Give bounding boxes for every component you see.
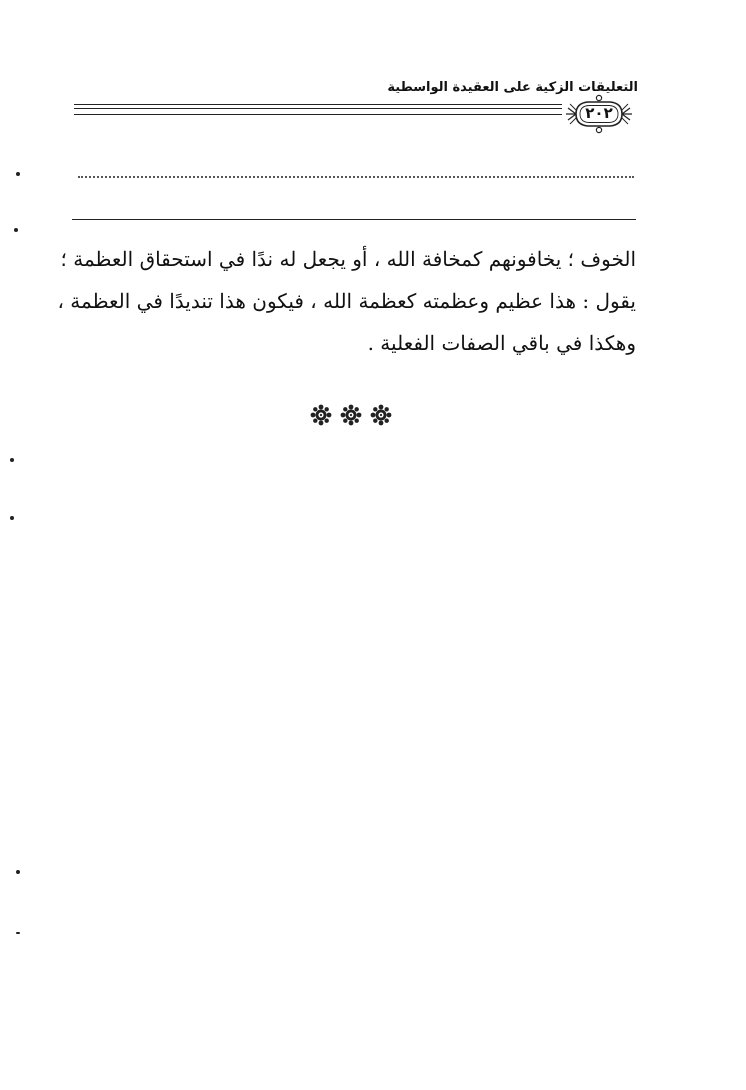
- body-line-3: وهكذا في باقي الصفات الفعلية .: [367, 331, 636, 355]
- scan-speck: [16, 172, 20, 176]
- rosette-icon: [340, 404, 362, 426]
- header-rule-middle: [74, 108, 562, 109]
- scan-speck: [16, 932, 20, 934]
- section-end-ornaments: [306, 404, 396, 428]
- scan-speck: [10, 516, 14, 520]
- body-text: [57, 238, 636, 364]
- running-title: التعليقات الزكية على العقيدة الواسطية: [387, 80, 638, 95]
- body-line-2: يقول : هذا عظيم وعظمته كعظمة الله ، فيكون هذا تنديدًا في العظمة ،: [57, 289, 636, 313]
- header-rule-top: [74, 104, 562, 105]
- section-rule: [72, 219, 636, 220]
- header-rule-bottom: [74, 114, 562, 115]
- rosette-icon: [310, 404, 332, 426]
- page-number-badge: [562, 94, 636, 134]
- scan-speck: [16, 870, 20, 874]
- body-line-1: الخوف ؛ يخافونهم كمخافة الله ، أو يجعل له ندًا في استحقاق العظمة ؛: [60, 247, 636, 271]
- scan-speck: [10, 458, 14, 462]
- rosette-icon: [370, 404, 392, 426]
- dotted-separator: [78, 176, 634, 178]
- scan-speck: [14, 228, 18, 232]
- page-number: ٢٠٢: [585, 104, 613, 122]
